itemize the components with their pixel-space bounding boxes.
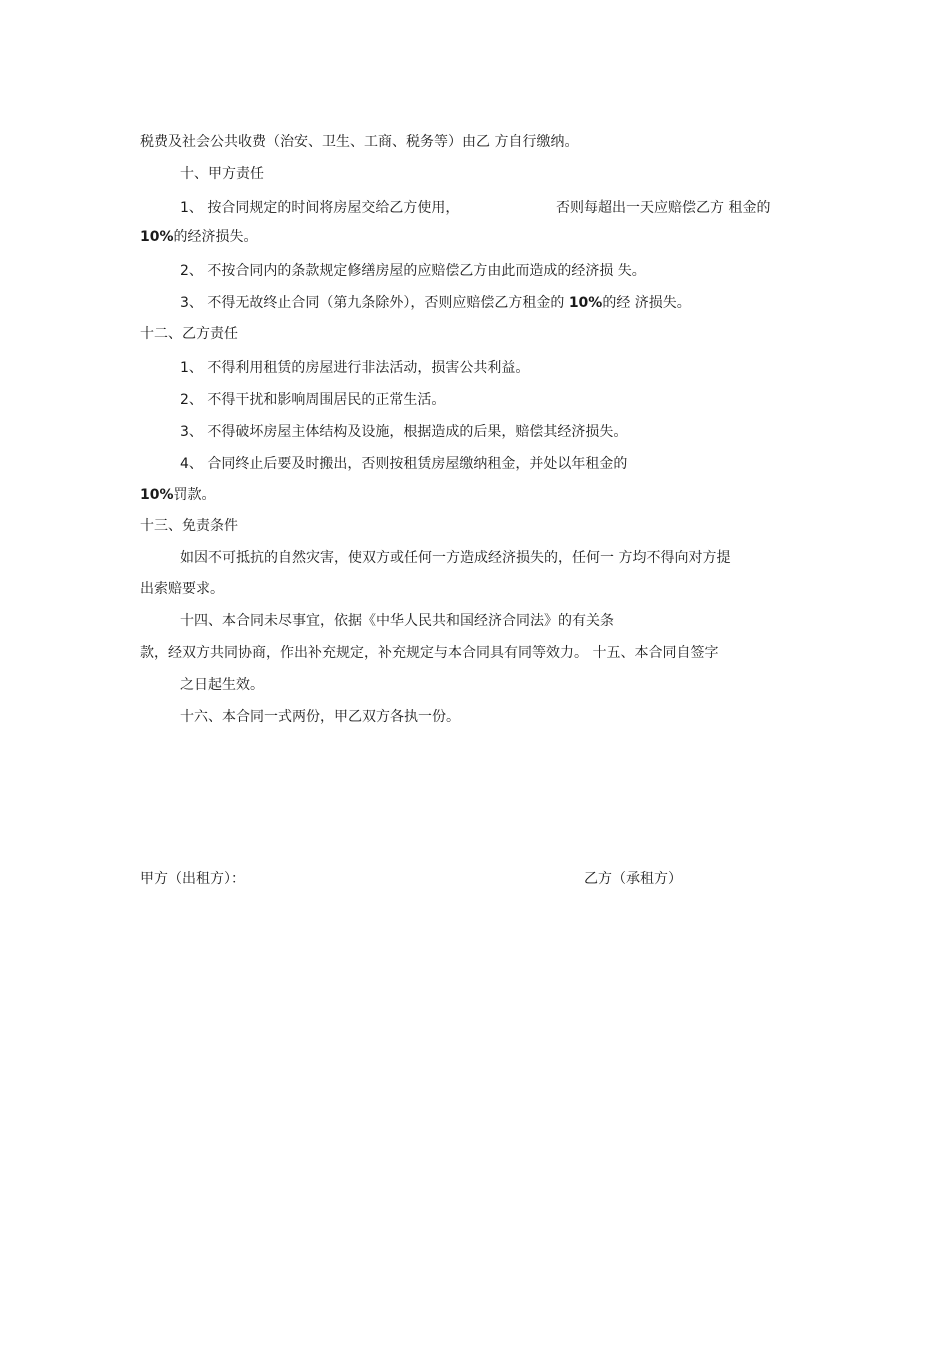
line-taxes: 税费及社会公共收费（治安、卫生、工商、税务等）由乙 方自行缴纳。: [140, 134, 579, 150]
signature-party-b: 乙方（承租方）: [584, 871, 682, 887]
percent-value: 10%: [140, 487, 174, 503]
exemption-text-wrap: 出索赔要求。: [140, 581, 224, 597]
party-a-item-1-continued: 否则每超出一天应赔偿乙方 租金的: [556, 200, 771, 216]
clause-14-wrap: 款，经双方共同协商，作出补充规定，补充规定与本合同具有同等效力。 十五、本合同自签字: [140, 645, 719, 661]
party-b-item-1: 1、 不得利用租赁的房屋进行非法活动，损害公共利益。: [180, 360, 530, 376]
clause-14: 十四、本合同未尽事宜，依据《中华人民共和国经济合同法》的有关条: [180, 613, 614, 629]
party-b-item-2: 2、 不得干扰和影响周围居民的正常生活。: [180, 392, 446, 408]
party-b-item-3: 3、 不得破坏房屋主体结构及设施，根据造成的后果，赔偿其经济损失。: [180, 424, 628, 440]
heading-party-a-duties: 十、甲方责任: [180, 166, 264, 182]
clause-15-wrap: 之日起生效。: [180, 677, 264, 693]
percent-value: 10%: [140, 229, 174, 245]
exemption-text: 如因不可抵抗的自然灾害，使双方或任何一方造成经济损失的，任何一 方均不得向对方提: [180, 550, 731, 566]
party-a-item-2: 2、 不按合同内的条款规定修缮房屋的应赔偿乙方由此而造成的经济损 失。: [180, 263, 646, 279]
percent-value: 10%: [568, 295, 603, 311]
party-a-item-1-wrap: 10%的经济损失。: [140, 229, 258, 245]
heading-exemption: 十三、免责条件: [140, 518, 238, 534]
heading-party-b-duties: 十二、乙方责任: [140, 326, 238, 342]
signature-party-a: 甲方（出租方）：: [140, 871, 245, 887]
party-b-item-4-wrap: 10%罚款。: [140, 487, 216, 503]
clause-16: 十六、本合同一式两份，甲乙双方各执一份。: [180, 709, 460, 725]
party-a-item-1: 1、 按合同规定的时间将房屋交给乙方使用，: [180, 200, 460, 216]
party-b-item-4: 4、 合同终止后要及时搬出，否则按租赁房屋缴纳租金，并处以年租金的: [180, 456, 628, 472]
party-a-item-3: 3、 不得无故终止合同（第九条除外），否则应赔偿乙方租金的 10%的经 济损失。: [180, 295, 691, 311]
